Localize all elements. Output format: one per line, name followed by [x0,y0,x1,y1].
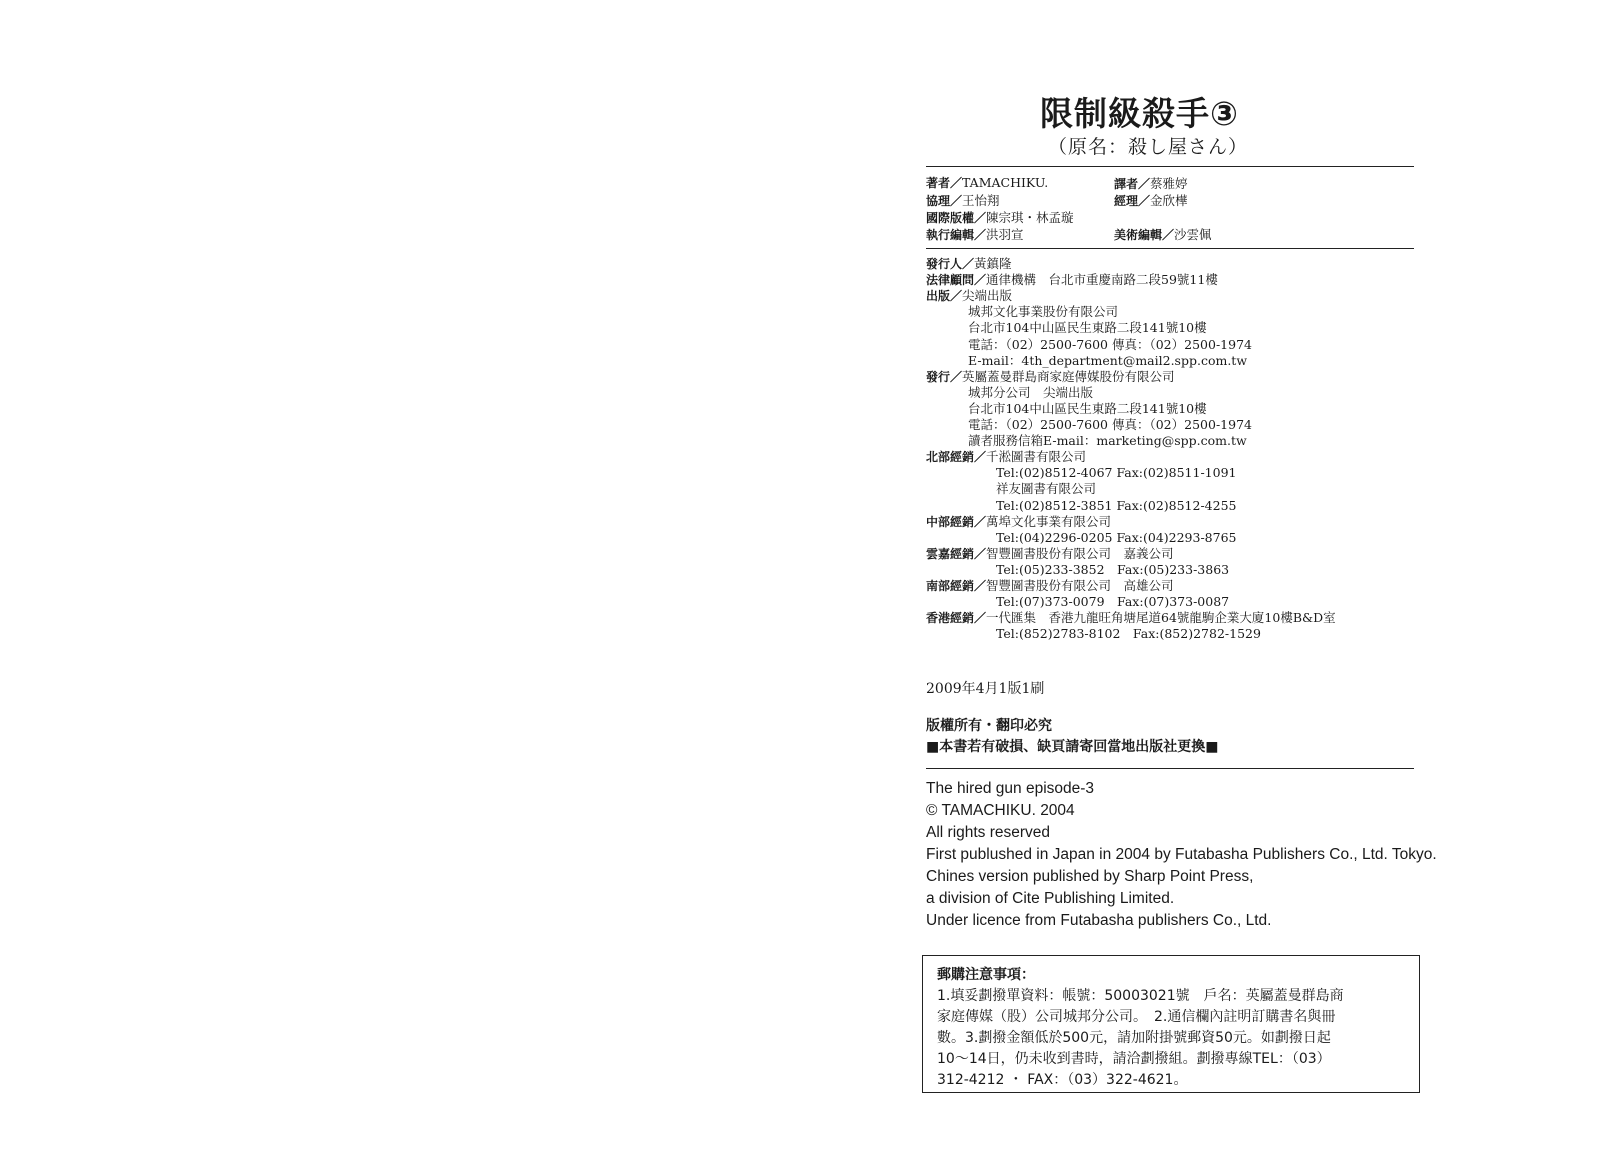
publisher-text: 祥友圖書有限公司 [996,481,1097,497]
publisher-label: 中部經銷／ [926,514,987,529]
mail-order-line: 數。3.劃撥金額低於500元，請加附掛號郵資50元。如劃撥日起 [937,1030,1331,1046]
english-line: © TAMACHIKU. 2004 [926,802,1075,819]
publisher-text: 智豐圖書股份有限公司 高雄公司 [986,578,1174,593]
publisher-text: 城邦文化事業股份有限公司 [968,304,1119,320]
publisher-line [926,272,1218,288]
printing-edition: 2009年4月1版1刷 [926,681,1045,697]
credit-row [926,208,1074,226]
publisher-text: 智豐圖書股份有限公司 嘉義公司 [986,545,1174,561]
publisher-label: 香港經銷／ [926,611,987,626]
publisher-line [996,562,1229,578]
credit-value: 沙雲佩 [1174,227,1212,242]
credit-value: 洪羽宣 [986,227,1024,242]
publisher-line [996,530,1237,546]
publisher-text: 台北市104中山區民生東路二段141號10樓 [968,400,1207,416]
publisher-text: Tel:(02)8512-4067 Fax:(02)8511-1091 [996,465,1237,481]
publisher-label: 發行人／ [926,257,975,271]
publisher-text: Tel:(852)2783-8102 Fax:(852)2782-1529 [996,626,1261,642]
publisher-label: 發行／ [926,369,963,384]
publisher-text: 英屬蓋曼群島商家庭傳媒股份有限公司 [962,368,1175,384]
publisher-line [926,256,1012,272]
mail-order-line: 312-4212 ・ FAX：（03）322-4621。 [937,1072,1188,1088]
publisher-text: 電話：（02）2500-7600 傳真：（02）2500-1974 [968,417,1252,432]
publisher-line [968,337,1252,353]
publisher-text: 城邦分公司 尖端出版 [968,384,1094,400]
publisher-text: Tel:(07)373-0079 Fax:(07)373-0087 [996,594,1230,610]
publisher-text: 尖端出版 [962,288,1013,304]
mail-order-notice-box [922,955,1420,1093]
credit-label: 譯者／ [1114,177,1151,191]
publisher-text: 一代匯集 香港九龍旺角塘尾道64號龍駒企業大廈10樓B&D室 [986,610,1336,626]
divider-bottom [926,768,1414,769]
publisher-line [968,304,1118,320]
credit-value: TAMACHIKU. [962,175,1049,190]
credit-row [1114,225,1212,243]
publisher-text: 萬埠文化事業有限公司 [986,513,1112,529]
credit-value: 王怡翔 [962,193,1000,208]
publisher-line [926,546,1174,562]
publisher-line [996,498,1237,514]
publisher-text: Tel:(05)233-3852 Fax:(05)233-3863 [996,561,1230,577]
english-line: a division of Cite Publishing Limited. [926,890,1175,907]
mail-order-text [937,986,1409,1091]
publisher-line [926,449,1086,465]
publisher-line [996,465,1237,481]
divider-top [926,166,1414,167]
rights-line: 版權所有・翻印必究 [926,718,1052,734]
credit-row [926,225,1024,243]
credit-label: 經理／ [1114,194,1151,208]
book-title: 限制級殺手③ [1040,94,1239,133]
publisher-line [996,594,1229,610]
credit-value: 蔡雅婷 [1150,176,1188,191]
publisher-text: 通律機構 台北市重慶南路二段59號11樓 [986,272,1218,288]
rights-line: ■本書若有破損、缺頁請寄回當地出版社更換■ [926,739,1219,755]
credit-label: 國際版權／ [926,211,987,225]
publisher-text: 千淞圖書有限公司 [986,449,1087,465]
publisher-line [926,369,1175,385]
publisher-label: 雲嘉經銷／ [926,546,987,561]
mail-order-line: 家庭傳媒（股）公司城邦分公司。 2.通信欄內註明訂購書名與冊 [937,1009,1336,1025]
mail-order-line: 10～14日，仍未收到書時，請洽劃撥組。劃撥專線TEL：（03） [937,1051,1331,1067]
credit-label: 著者／ [926,176,963,190]
publisher-line [968,353,1247,369]
divider-middle [926,248,1414,249]
english-line: The hired gun episode-3 [926,780,1095,797]
credit-label: 執行編輯／ [926,228,987,242]
publisher-text: Tel:(04)2296-0205 Fax:(04)2293-8765 [996,529,1237,545]
publisher-text: Tel:(02)8512-3851 Fax:(02)8512-4255 [996,497,1237,513]
publisher-line [926,578,1174,594]
english-line: First publushed in Japan in 2004 by Futabasha Publishers Co., Ltd. Tokyo. [926,846,1437,863]
publisher-line [996,626,1261,642]
english-line: Under licence from Futabasha publishers Co., Ltd. [926,912,1272,929]
english-line: All rights reserved [926,824,1051,841]
credit-value: 陳宗琪・林孟璇 [986,210,1074,225]
publisher-text: 讀者服務信箱E-mail：marketing@spp.com.tw [968,433,1247,449]
publisher-line [968,385,1093,401]
english-line: Chines version published by Sharp Point Press, [926,868,1254,885]
original-title: （原名：殺し屋さん） [1048,136,1249,158]
publisher-line [968,401,1207,417]
publisher-text: 台北市104中山區民生東路二段141號10樓 [968,320,1207,336]
english-copyright [926,778,1437,932]
rights-notice [926,716,1218,758]
credit-row [1114,191,1188,209]
credit-value: 金欣樺 [1150,193,1188,208]
credit-row [926,174,1048,191]
publisher-label: 出版／ [926,289,963,304]
publisher-line [926,514,1111,530]
publisher-line [926,288,1012,304]
credit-label: 美術編輯／ [1114,228,1175,242]
credit-row [926,191,1000,209]
publisher-text: 黃鎮隆 [974,256,1012,271]
publisher-line [968,320,1207,336]
publisher-text: E-mail：4th_department@mail2.spp.com.tw [968,352,1248,368]
publisher-line [996,481,1096,497]
publisher-line [926,610,1336,626]
publisher-label: 北部經銷／ [926,450,987,465]
credit-label: 協理／ [926,194,963,208]
mail-order-title: 郵購注意事項： [937,967,1035,983]
credit-row [1114,174,1188,192]
publisher-line [968,417,1252,433]
publisher-label: 南部經銷／ [926,579,987,593]
mail-order-line: 1.填妥劃撥單資料：帳號：50003021號 戶名：英屬蓋曼群島商 [937,988,1344,1004]
publisher-line [968,433,1247,449]
publisher-label: 法律顧問／ [926,273,987,288]
publisher-text: 電話：（02）2500-7600 傳真：（02）2500-1974 [968,336,1252,352]
